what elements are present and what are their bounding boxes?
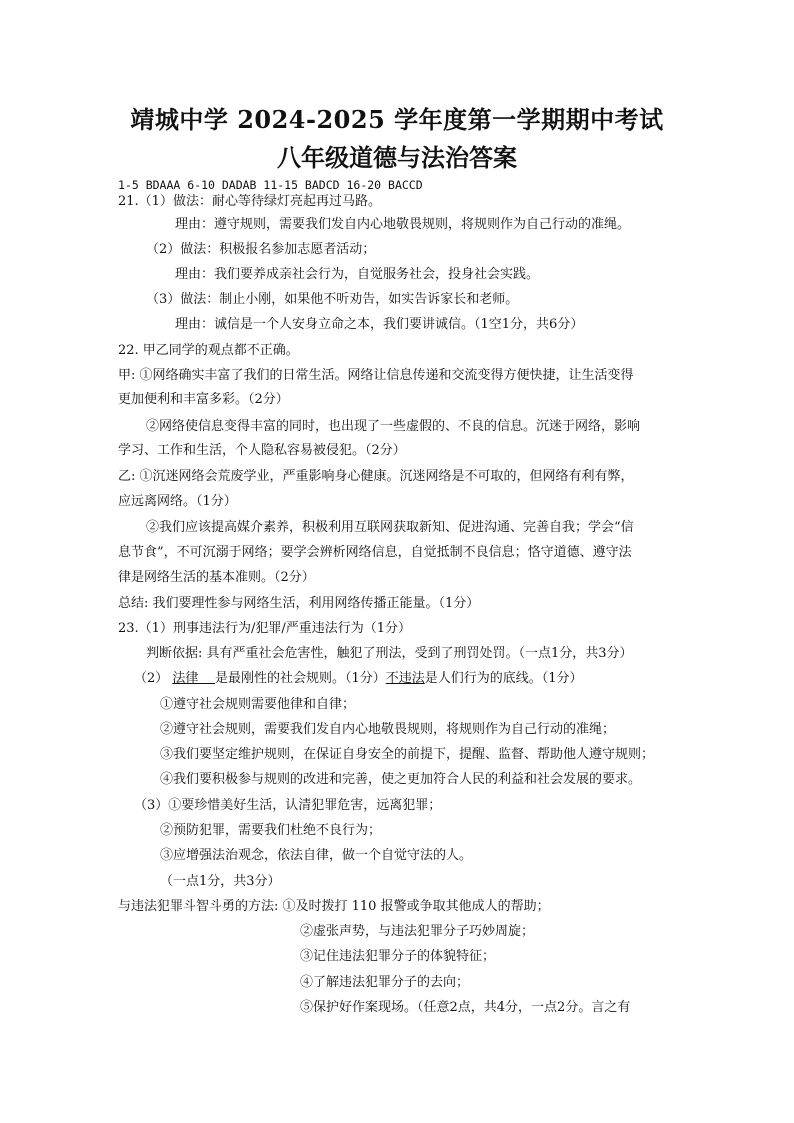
q23-line-3 (134, 670, 583, 688)
q23-answer-no-violation: 不违法 (385, 671, 425, 686)
q23-line-16: ⑤保护好作案现场。（任意2点，共4分，一点2分。言之有 (300, 1000, 631, 1015)
q23-line-14: ③记住违法犯罪分子的体貌特征； (300, 949, 496, 964)
q22-line-7: 应远离网络。（1分） (118, 494, 237, 509)
q23-line-3-mid: 是最刚性的社会规则。（1分） (214, 671, 386, 686)
q21-line-5: （3）做法：制止小刚，如果他不听劝告，如实告诉家长和老师。 (146, 292, 519, 307)
q23-answer-law: 法律 (172, 671, 199, 686)
q23-line-13: ②虚张声势，与违法犯罪分子巧妙周旋； (300, 924, 535, 939)
q22-line-3: 更加便利和丰富多彩。（2分） (118, 392, 289, 407)
q22-line-10: 律是网络生活的基本准则。（2分） (118, 570, 315, 585)
q23-line-15: ④了解违法犯罪分子的去向； (300, 975, 470, 990)
q22-line-1: 22. 甲乙同学的观点都不正确。 (118, 343, 299, 358)
q23-line-2: 判断依据: 具有严重社会危害性，触犯了刑法，受到了刑罚处罚。（一点1分，共3分） (146, 646, 633, 661)
q23-line-3-number: （2） (134, 671, 169, 686)
q23-line-11: （一点1分，共3分） (160, 874, 281, 889)
q22-line-2: 甲: ①网络确实丰富了我们的日常生活。网络让信息传递和交流变得方便快捷，让生活变得 (118, 368, 634, 383)
q21-line-1: 21.（1）做法：耐心等待绿灯亮起再过马路。 (118, 194, 381, 209)
q23-line-10: ③应增强法治观念，依法自律，做一个自觉守法的人。 (160, 848, 473, 863)
page-subtitle: 八年级道德与法治答案 (277, 143, 517, 172)
q23-line-3-end: 是人们行为的底线。（1分） (424, 671, 583, 686)
q22-line-8: ②我们应该提高媒介素养，积极利用互联网获取新知、促进沟通、完善自我；学会“信 (146, 520, 634, 535)
q23-line-7: ④我们要积极参与规则的改进和完善，使之更加符合人民的利益和社会发展的要求。 (160, 772, 642, 787)
q22-line-6: 乙: ①沉迷网络会荒废学业，严重影响身心健康。沉迷网络是不可取的，但网络有利有弊， (118, 469, 634, 484)
q23-line-6: ③我们要坚定维护规则，在保证自身安全的前提下，提醒、监督、帮助他人遵守规则； (160, 747, 655, 762)
q23-line-9: ②预防犯罪，需要我们杜绝不良行为； (160, 823, 382, 838)
q23-line-4: ①遵守社会规则需要他律和自律； (160, 697, 356, 712)
q21-line-3: （2）做法：积极报名参加志愿者活动； (146, 242, 376, 257)
q21-line-4: 理由：我们要养成亲社会行为，自觉服务社会，投身社会实践。 (175, 267, 540, 282)
page-title: 靖城中学 2024-2025 学年度第一学期期中考试 (130, 105, 664, 134)
q21-line-2: 理由：遵守规则，需要我们发自内心地敬畏规则，将规则作为自己行动的准绳。 (175, 217, 631, 232)
q23-line-12: 与违法犯罪斗智斗勇的方法: ①及时拨打 110 报警或争取其他成人的帮助； (118, 899, 550, 914)
choice-answers: 1-5 BDAAA 6-10 DADAB 11-15 BADCD 16-20 BACCD (118, 178, 423, 192)
q21-line-6: 理由：诚信是一个人安身立命之本，我们要讲诚信。（1空1分，共6分） (175, 317, 584, 332)
q23-line-1: 23.（1）刑事违法行为/犯罪/严重违法行为（1分） (118, 621, 411, 636)
q22-line-11: 总结: 我们要理性参与网络生活，利用网络传播正能量。（1分） (118, 596, 480, 611)
q22-line-9: 息节食”，不可沉溺于网络；要学会辨析网络信息，自觉抵制不良信息；恪守道德、遵守法 (118, 545, 632, 560)
q23-line-8: （3）①要珍惜美好生活，认清犯罪危害，远离犯罪； (134, 798, 442, 813)
q22-line-5: 学习、工作和生活，个人隐私容易被侵犯。（2分） (118, 443, 406, 458)
q22-line-4: ②网络使信息变得丰富的同时，也出现了一些虚假的、不良的信息。沉迷于网络，影响 (146, 419, 641, 434)
q23-line-5: ②遵守社会规则，需要我们发自内心地敬畏规则，将规则作为自己行动的准绳； (160, 722, 616, 737)
